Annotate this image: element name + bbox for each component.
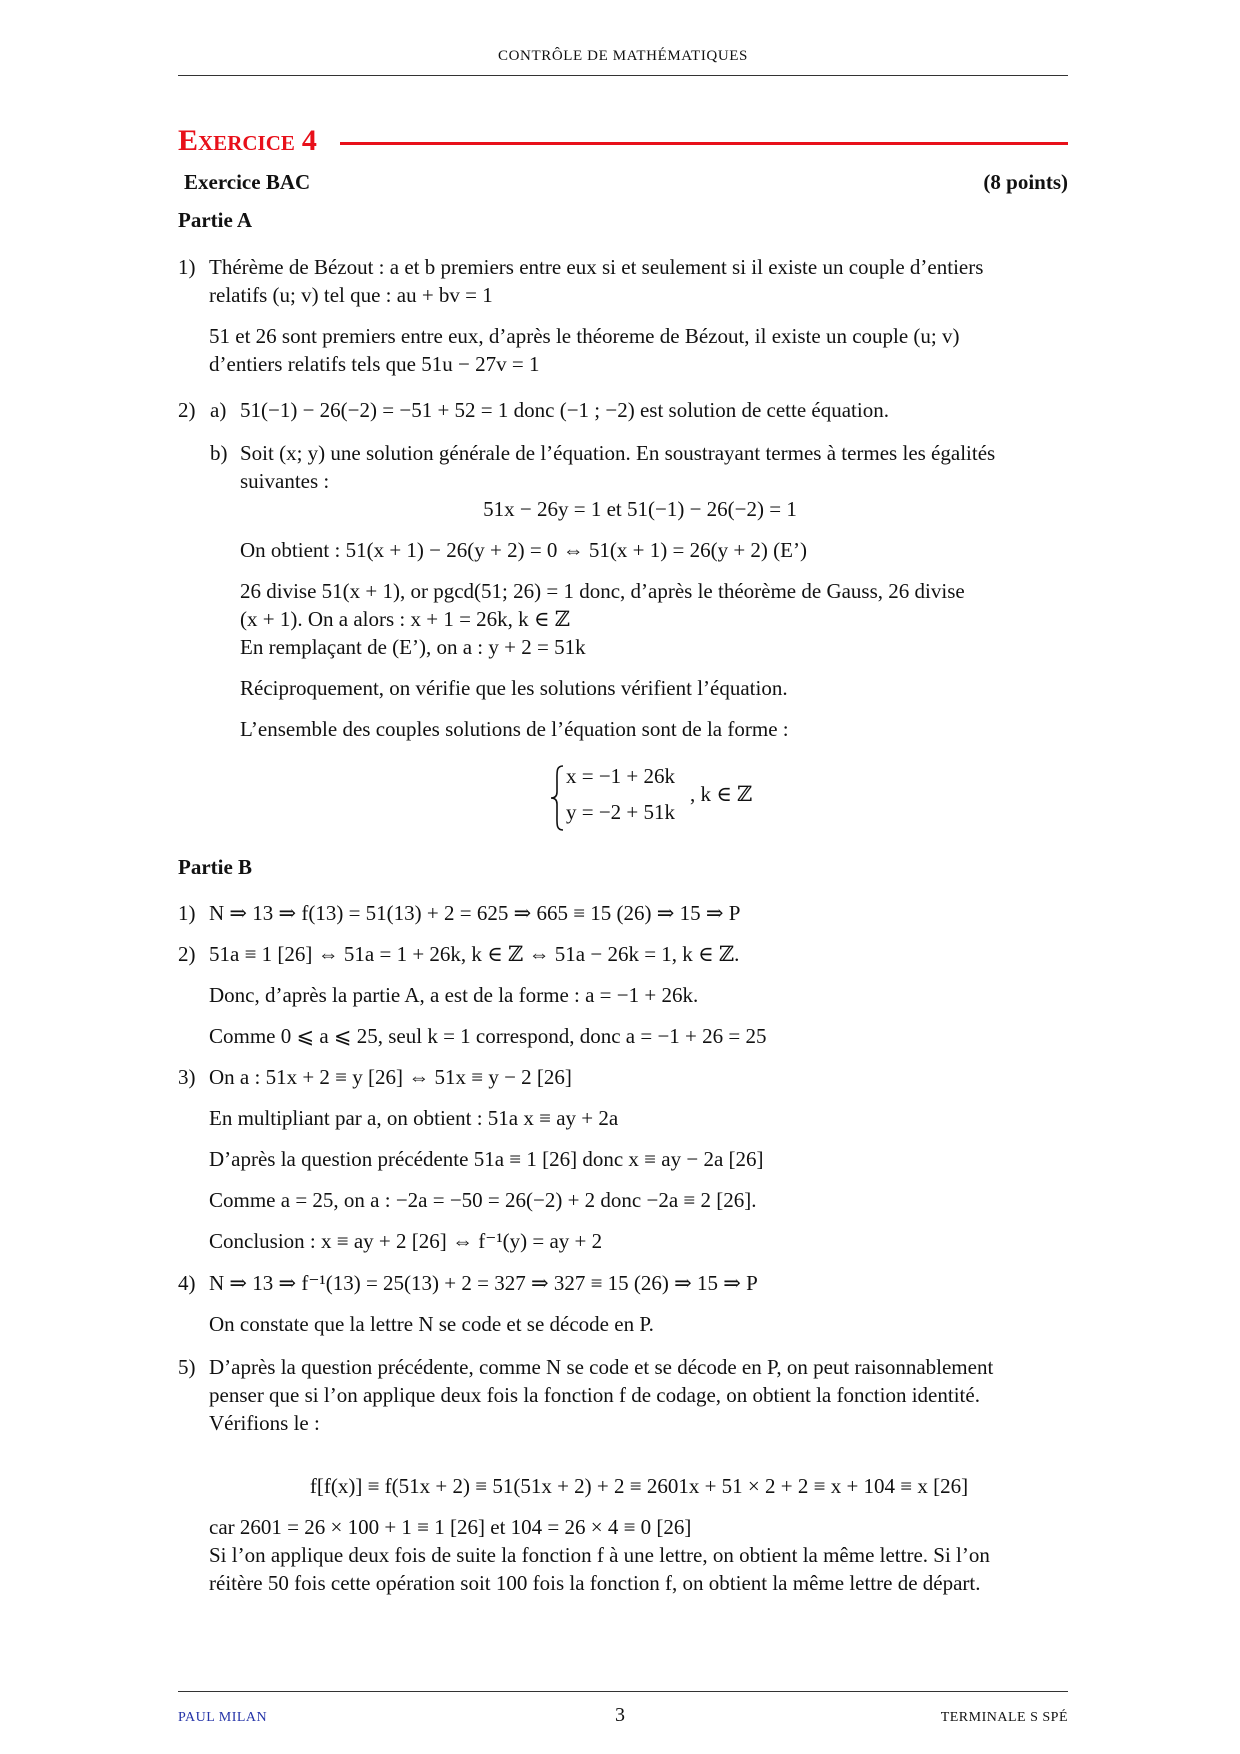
part-a-q2b-label: b) [210, 441, 228, 465]
part-b-q5-line6: réitère 50 fois cette opération soit 100 fois la fonction f, on obtient la même lettre de départ. [209, 1571, 981, 1595]
system-brace [549, 764, 565, 832]
part-a-q1-line3: 51 et 26 sont premiers entre eux, d’après le théoreme de Bézout, il existe un couple (u; v) [209, 324, 960, 348]
part-a-q1-line1: Thérème de Bézout : a et b premiers entre eux si et seulement si il existe un couple d’entiers [209, 255, 984, 279]
part-b-q3-line2: En multipliant par a, on obtient : 51a x ≡ ay + 2a [209, 1106, 619, 1130]
part-a-q1-number: 1) [178, 255, 196, 279]
part-b-q3-number: 3) [178, 1065, 196, 1089]
part-a-q1-line2: relatifs (u; v) tel que : au + bv = 1 [209, 283, 493, 307]
header-rule [178, 75, 1068, 76]
exercise-title-rest: XERCICE [198, 131, 295, 155]
part-b-q3-line5: Conclusion : x ≡ ay + 2 [26] ⇔ f⁻¹(y) = ay + 2 [209, 1229, 603, 1253]
part-a-q2b-line1: Soit (x; y) une solution générale de l’équation. En soustrayant termes à termes les égalités [240, 441, 996, 465]
part-b-q1-text: N ⇒ 13 ⇒ f(13) = 51(13) + 2 = 625 ⇒ 665 ≡ 15 (26) ⇒ 15 ⇒ P [209, 901, 741, 925]
part-a-q2b-line5: (x + 1). On a alors : x + 1 = 26k, k ∈ ℤ [240, 607, 571, 631]
part-a-heading: Partie A [178, 208, 253, 232]
part-b-q4-line2: On constate que la lettre N se code et se décode en P. [209, 1312, 654, 1336]
part-b-q3-line3: D’après la question précédente 51a ≡ 1 [26] donc x ≡ ay − 2a [26] [209, 1147, 764, 1171]
exercise-rule [340, 142, 1068, 145]
header-title: CONTRÔLE DE MATHÉMATIQUES [498, 48, 748, 64]
part-b-q5-equation: f[f(x)] ≡ f(51x + 2) ≡ 51(51x + 2) + 2 ≡ 2601x + 51 × 2 + 2 ≡ x + 104 ≡ x [26] [309, 1474, 969, 1498]
part-b-q1-number: 1) [178, 901, 196, 925]
system-line1: x = −1 + 26k [566, 764, 676, 788]
part-a-q2a-label: a) [210, 398, 227, 422]
part-b-q5-line4: car 2601 = 26 × 100 + 1 ≡ 1 [26] et 104 = 26 × 4 ≡ 0 [26] [209, 1515, 692, 1539]
system-condition: , k ∈ ℤ [690, 782, 753, 806]
exercise-number: 4 [301, 124, 317, 157]
part-b-q3-line4: Comme a = 25, on a : −2a = −50 = 26(−2) + 2 donc −2a ≡ 2 [26]. [209, 1188, 757, 1212]
part-b-q5-line2: penser que si l’on applique deux fois la fonction f de codage, on obtient la fonction identité. [209, 1383, 980, 1407]
part-b-q5-line1: D’après la question précédente, comme N se code et se décode en P, on peut raisonnablement [209, 1355, 994, 1379]
exercise-title-initial: E [178, 124, 199, 157]
footer-page-number: 3 [615, 1704, 625, 1726]
part-a-q2a-text: 51(−1) − 26(−2) = −51 + 52 = 1 donc (−1 ; −2) est solution de cette équation. [240, 398, 889, 422]
part-b-q3-line1: On a : 51x + 2 ≡ y [26] ⇔ 51x ≡ y − 2 [26] [209, 1065, 572, 1089]
exercise-subtitle: Exercice BAC [184, 170, 311, 194]
part-a-q2b-equations: 51x − 26y = 1 et 51(−1) − 26(−2) = 1 [483, 497, 797, 521]
part-b-heading: Partie B [178, 855, 253, 879]
part-a-q2b-line8: L’ensemble des couples solutions de l’équation sont de la forme : [240, 717, 789, 741]
part-b-q5-line5: Si l’on applique deux fois de suite la fonction f à une lettre, on obtient la même lettre. Si l’on [209, 1543, 990, 1567]
part-b-q2-line1: 51a ≡ 1 [26] ⇔ 51a = 1 + 26k, k ∈ ℤ ⇔ 51a − 26k = 1, k ∈ ℤ. [209, 942, 740, 966]
footer-class: TERMINALE S SPÉ [940, 1710, 1068, 1725]
part-a-q2b-line3: On obtient : 51(x + 1) − 26(y + 2) = 0 ⇔ 51(x + 1) = 26(y + 2) (E’) [240, 538, 807, 562]
part-b-q2-number: 2) [178, 942, 196, 966]
part-a-q1-line4: d’entiers relatifs tels que 51u − 27v = 1 [209, 352, 540, 376]
part-a-q2b-line7: Réciproquement, on vérifie que les solutions vérifient l’équation. [240, 676, 788, 700]
part-b-q2-line3: Comme 0 ⩽ a ⩽ 25, seul k = 1 correspond, donc a = −1 + 26 = 25 [209, 1024, 767, 1048]
part-b-q5-line3: Vérifions le : [209, 1411, 320, 1435]
part-a-q2-number: 2) [178, 398, 196, 422]
part-b-q5-number: 5) [178, 1355, 196, 1379]
part-a-q2b-line2: suivantes : [240, 469, 330, 493]
part-a-q2b-line6: En remplaçant de (E’), on a : y + 2 = 51k [240, 635, 586, 659]
part-a-q2b-line4: 26 divise 51(x + 1), or pgcd(51; 26) = 1 donc, d’après le théorème de Gauss, 26 divise [240, 579, 965, 603]
part-b-q2-line2: Donc, d’après la partie A, a est de la forme : a = −1 + 26k. [209, 983, 699, 1007]
exercise-points: (8 points) [983, 170, 1068, 194]
part-b-q4-line1: N ⇒ 13 ⇒ f⁻¹(13) = 25(13) + 2 = 327 ⇒ 327 ≡ 15 (26) ⇒ 15 ⇒ P [209, 1271, 758, 1295]
part-b-q4-number: 4) [178, 1271, 196, 1295]
exercise-title [178, 124, 317, 158]
footer-author: PAUL MILAN [178, 1710, 268, 1725]
system-line2: y = −2 + 51k [566, 800, 676, 824]
footer-rule [178, 1691, 1068, 1692]
